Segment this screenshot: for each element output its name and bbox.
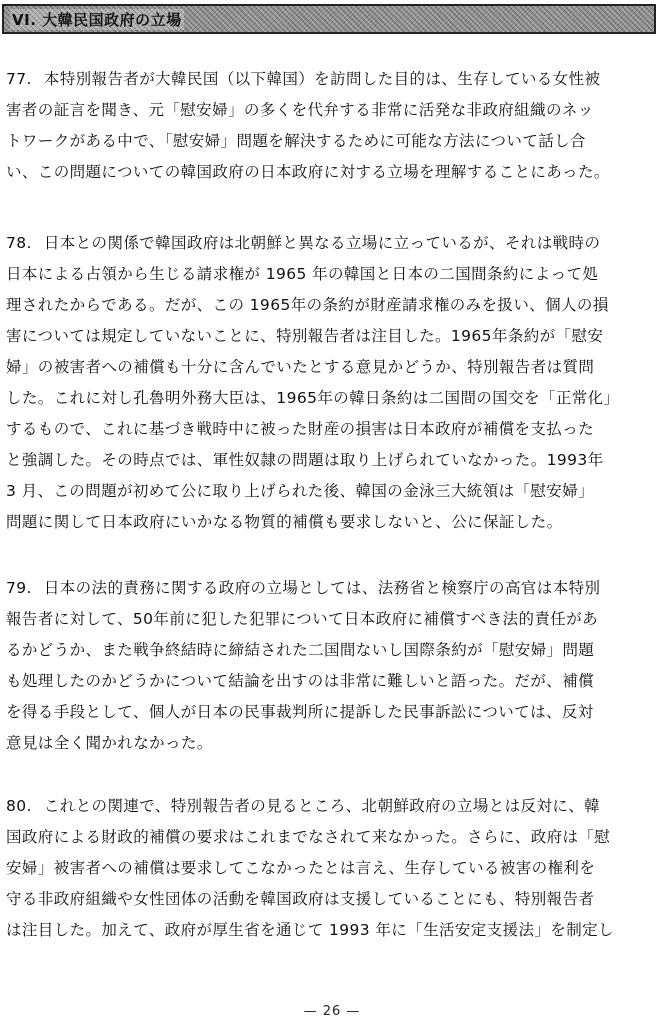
paragraph-line: 守る非政府組織や女性団体の活動を韓国政府は支援していることにも、特別報告者 [6,890,595,908]
paragraph-number: 80. [6,797,32,815]
paragraph-line: 78. 日本との関係で韓国政府は北朝鮮と異なる立場に立っているが、それは戦時の [6,234,601,252]
paragraph-80 [6,791,658,946]
paragraph-line: 安婦」被害者への補償は要求してこなかったとは言え、生存している被害の権利を [6,859,596,877]
section-title: VI. 大韓民国政府の立場 [12,10,182,29]
paragraph-line: 問題に関して日本政府にいかなる物質的補償も要求しないと、公に保証した。 [6,513,563,531]
paragraph-line: 77. 本特別報告者が大韓民国（以下韓国）を訪問した目的は、生存している女性被 [6,70,601,88]
paragraph-line: は注目した。加えて、政府が厚生省を通じて 1993 年に「生活安定支援法」を制定し [6,921,614,939]
paragraph-line: するもので、これに基づき戦時中に被った財産の損害は日本政府が補償を支払った [6,420,594,438]
paragraph-line: 害については規定していないことに、特別報告者は注目した。1965年条約が「慰安 [6,327,604,345]
paragraph-line: した。これに対し孔魯明外務大臣は、1965年の韓日条約は二国間の国交を「正常化」 [6,389,620,407]
paragraph-number: 78. [6,234,32,252]
paragraph-number: 77. [6,70,32,88]
paragraph-line: い、この問題についての韓国政府の日本政府に対する立場を理解することにあった。 [6,163,610,181]
paragraph-line: 日本による占領から生じる請求権が 1965 年の韓国と日本の二国間条約によって処 [6,265,599,283]
section-header [2,4,656,34]
paragraph-line: 国政府による財政的補償の要求はこれまでなされて来なかった。さらに、政府は「慰 [6,828,611,846]
paragraph-number: 79. [6,579,32,597]
paragraph-line: 婦」の被害者への補償も十分に含んでいたとする意見かどうか、特別報告者は質問 [6,358,595,376]
paragraph-line: 理されたからである。だが、この 1965年の条約が財産請求権のみを扱い、個人の損 [6,296,609,314]
paragraph-line: を得る手段として、個人が日本の民事裁判所に提訴した民事訴訟については、反対 [6,703,594,721]
paragraph-77 [6,64,658,188]
paragraph-line: トワークがある中で、「慰安婦」問題を解決するために可能な方法について話し合 [6,132,586,150]
paragraph-line: るかどうか、また戦争終結時に締結された二国間ないし国際条約が「慰安婦」問題 [6,641,595,659]
paragraph-line: 80. これとの関連で、特別報告者の見るところ、北朝鮮政府の立場とは反対に、韓 [6,797,601,815]
paragraph-79 [6,573,658,759]
page-number: — 26 — [303,1004,361,1019]
paragraph-line: 3 月、この問題が初めて公に取り上げられた後、韓国の金泳三大統領は「慰安婦」 [6,482,594,500]
paragraph-line: 意見は全く聞かれなかった。 [6,734,213,752]
paragraph-78 [6,228,658,538]
paragraph-line: と強調した。その時点では、軍性奴隷の問題は取り上げられていなかった。1993年 [6,451,604,469]
paragraph-line: も処理したのかどうかについて結論を出すのは非常に難しいと語った。だが、補償 [6,672,594,690]
paragraph-line: 害者の証言を聞き、元「慰安婦」の多くを代弁する非常に活発な非政府組織のネッ [6,101,594,119]
paragraph-line: 報告者に対して、50年前に犯した犯罪について日本政府に補償すべき法的責任があ [6,610,598,628]
paragraph-line: 79. 日本の法的責務に関する政府の立場としては、法務省と検察庁の高官は本特別 [6,579,601,597]
